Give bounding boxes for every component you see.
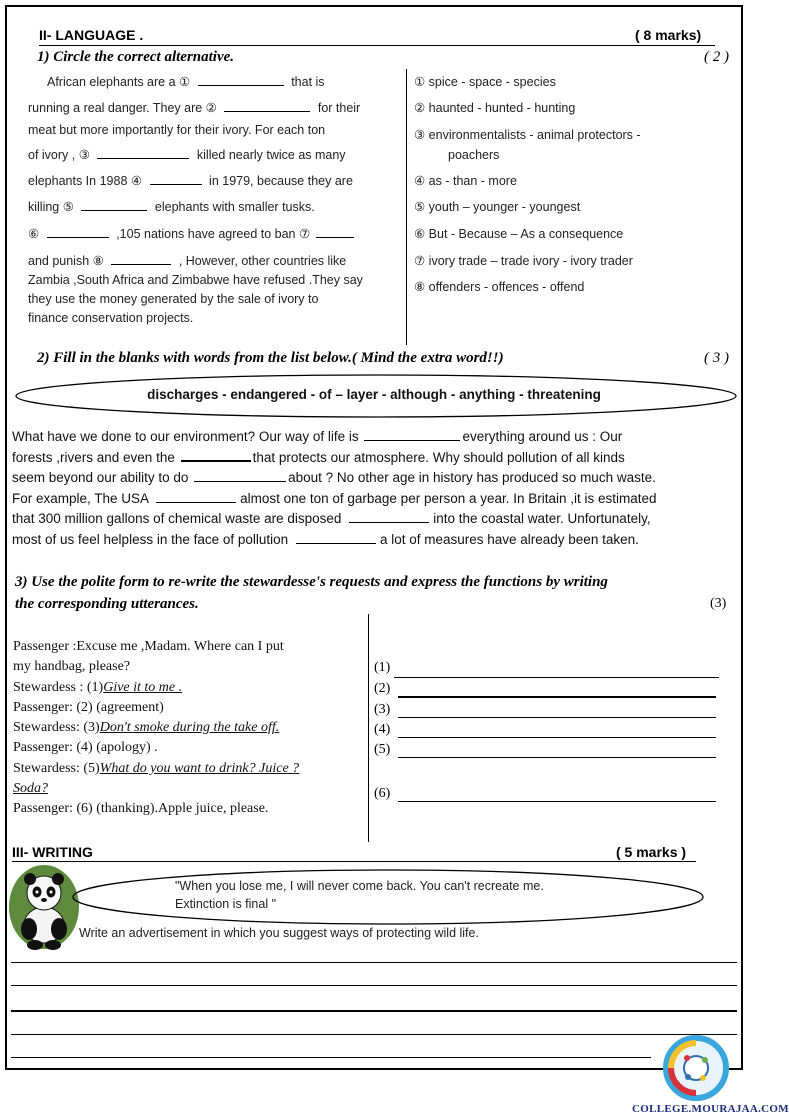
q1-text: , However, other countries like [178, 254, 347, 268]
dialog-line: Passenger :Excuse me ,Madam. Where can I put [13, 639, 284, 654]
answer-label: (1) [374, 660, 391, 675]
q1-title: 1) Circle the correct alternative. [37, 49, 235, 65]
writing-line[interactable] [11, 962, 737, 963]
dialog-line: Passenger: (6) (thanking).Apple juice, please. [13, 801, 269, 817]
q2-text: forests ,rivers and even the [12, 450, 175, 465]
site-footer: COLLEGE.MOURAJAA.COM [632, 1103, 789, 1115]
request-5b: Soda? [13, 781, 48, 797]
answer-label: (3) [374, 702, 391, 717]
answer-line-3[interactable] [398, 717, 716, 718]
q1-text: of ivory , ③ [28, 148, 90, 162]
q1-text: African elephants are a ① [47, 75, 191, 89]
answer-line-4[interactable] [398, 737, 716, 738]
quote-ellipse [71, 867, 705, 927]
q2-text: that protects our atmosphere. Why should pollution of all kinds [252, 450, 625, 465]
blank-3[interactable] [97, 147, 189, 159]
dialog-line: my handbag, please? [13, 659, 131, 675]
dialog-line [13, 759, 363, 779]
option-7[interactable]: ⑦ ivory trade – trade ivory - ivory trader [414, 254, 633, 268]
q1-text: that is [291, 75, 325, 89]
blank-4[interactable] [150, 173, 202, 185]
q2-text: seem beyond our ability to do [12, 470, 189, 485]
writing-task: Write an advertisement in which you suggest ways of protecting wild life. [79, 926, 479, 940]
q2-text: into the coastal water. Unfortunately, [433, 511, 651, 526]
writing-line[interactable] [11, 985, 737, 986]
dialog [13, 637, 363, 820]
writing-marks: ( 5 marks ) [616, 844, 687, 860]
answer-label: (2) [374, 681, 391, 696]
q2-text: most of us feel helpless in the face of pollution [12, 532, 289, 547]
answer-line-5[interactable] [398, 757, 716, 758]
q1-text: killing ⑤ [28, 200, 74, 214]
q3-marks: (3) [710, 596, 727, 611]
dialog-line [13, 718, 363, 738]
q2-text: about ? No other age in history has produced so much waste. [288, 470, 656, 485]
section-underline [39, 45, 715, 46]
section-marks: ( 8 marks) [635, 27, 702, 43]
q2-text: everything around us : Our [462, 429, 623, 444]
request-1: Give it to me . [103, 679, 183, 695]
dialog-line: Passenger: (2) (agreement) [13, 699, 164, 715]
q2-blank-6[interactable] [296, 532, 376, 544]
q1-text: ⑥ [28, 227, 40, 241]
q3-divider [368, 614, 369, 842]
blank-6[interactable] [47, 226, 109, 238]
option-6[interactable]: ⑥ But - Because – As a consequence [414, 227, 624, 241]
answer-label: (5) [374, 742, 391, 757]
q1-text: elephants In 1988 ④ [28, 174, 143, 188]
exam-page [5, 5, 743, 1070]
option-2[interactable]: ② haunted - hunted - hunting [414, 101, 576, 115]
answer-label: (6) [374, 786, 391, 801]
writing-line[interactable] [11, 1034, 737, 1035]
q1-text: for their [317, 101, 361, 115]
option-3[interactable]: ③ environmentalists - animal protectors - [414, 128, 641, 142]
quote-line-1: "When you lose me, I will never come back. You can't recreate me. [175, 879, 544, 893]
q1-text: Zambia ,South Africa and Zimbabwe have refused .They say [28, 273, 363, 287]
blank-7[interactable] [316, 226, 354, 238]
blank-2[interactable] [224, 100, 310, 112]
q2-text: that 300 million gallons of chemical waste are disposed [12, 511, 342, 526]
q1-text: meat but more importantly for their ivory. For each ton [28, 123, 326, 137]
q2-blank-3[interactable] [194, 470, 286, 482]
blank-8[interactable] [111, 253, 171, 265]
q1-divider [406, 69, 407, 345]
option-8[interactable]: ⑧ offenders - offences - offend [414, 280, 585, 294]
option-3b[interactable]: poachers [448, 148, 500, 162]
option-5[interactable]: ⑤ youth – younger - youngest [414, 200, 581, 214]
q3-title-2: the corresponding utterances. [15, 596, 199, 612]
answer-line-2[interactable] [398, 696, 716, 698]
writing-title: III- WRITING [12, 844, 93, 860]
q2-blank-1[interactable] [364, 429, 460, 441]
q2-marks: ( 3 ) [704, 350, 729, 366]
writing-underline [12, 861, 696, 862]
q1-text: in 1979, because they are [209, 174, 353, 188]
q1-text: and punish ⑧ [28, 254, 104, 268]
section-title: II- LANGUAGE . [39, 27, 144, 43]
dialog-speaker: Stewardess : (1) [13, 679, 104, 695]
q2-blank-4[interactable] [156, 491, 236, 503]
q1-text: finance conservation projects. [28, 311, 194, 325]
answer-line-1[interactable] [394, 677, 719, 678]
option-4[interactable]: ④ as - than - more [414, 174, 517, 188]
q2-text: For example, The USA [12, 491, 149, 506]
writing-line[interactable] [11, 1057, 651, 1058]
request-3: Don't smoke during the take off. [99, 720, 280, 736]
q1-text: running a real danger. They are ② [28, 101, 217, 115]
q2-title: 2) Fill in the blanks with words from the list below.( Mind the extra word!!) [37, 350, 504, 366]
dialog-line [13, 678, 363, 698]
q1-marks: ( 2 ) [704, 49, 729, 65]
dialog-line: Passenger: (4) (apology) . [13, 740, 158, 756]
q2-text: almost one ton of garbage per person a year. In Britain ,it is estimated [240, 491, 657, 506]
word-list: discharges - endangered - of – layer - although - anything - threatening [147, 387, 601, 402]
q1-text: ,105 nations have agreed to ban ⑦ [116, 227, 311, 241]
site-logo [657, 1030, 735, 1102]
writing-line[interactable] [11, 1010, 737, 1012]
answer-line-6[interactable] [398, 801, 716, 802]
request-5: What do you want to drink? Juice ? [99, 760, 300, 776]
q1-text: elephants with smaller tusks. [154, 200, 315, 214]
dialog-speaker: Stewardess: (3) [13, 720, 100, 736]
q2-text: a lot of measures have already been taken. [379, 532, 639, 547]
q1-text: they use the money generated by the sale of ivory to [28, 292, 319, 306]
q2-blank-2[interactable] [181, 449, 251, 462]
q2-blank-5[interactable] [349, 511, 429, 523]
blank-5[interactable] [81, 199, 147, 211]
q1-text: killed nearly twice as many [196, 148, 346, 162]
quote-line-2: Extinction is final " [175, 897, 277, 911]
answer-label: (4) [374, 722, 391, 737]
option-1[interactable]: ① spice - space - species [414, 75, 556, 89]
dialog-speaker: Stewardess: (5) [13, 760, 100, 776]
q2-text: What have we done to our environment? Our way of life is [12, 429, 359, 444]
panda-illustration [7, 863, 81, 951]
q3-title: 3) Use the polite form to re-write the stewardesse's requests and express the functions by writing [15, 574, 608, 590]
blank-1[interactable] [198, 74, 284, 86]
